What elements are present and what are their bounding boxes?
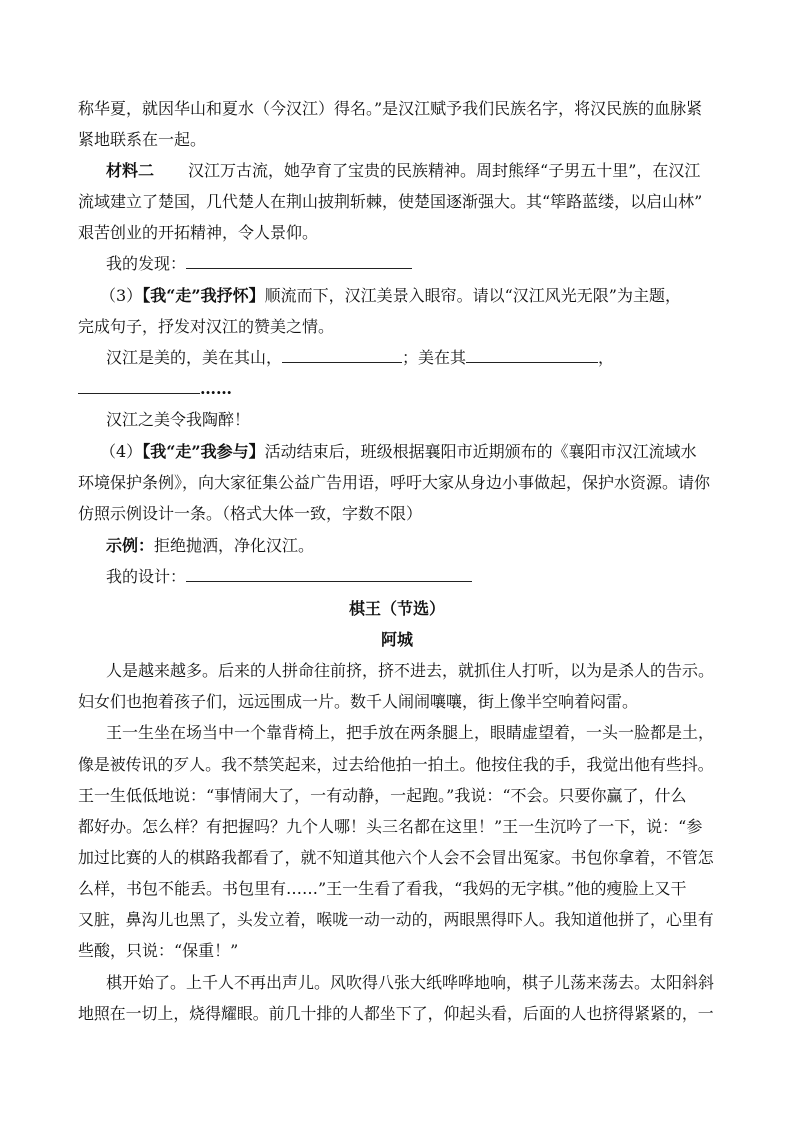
fill-blank-third[interactable] — [78, 379, 200, 394]
example-row — [106, 536, 314, 556]
story-author: 阿城 — [380, 630, 413, 649]
question-3-number: （3） — [100, 286, 143, 305]
material-two-label: 材料二 — [106, 161, 155, 180]
question-3-ending: 汉江之美令我陶醉！ — [106, 410, 251, 429]
question-4-title: 【我“走”我参与】 — [142, 442, 265, 461]
design-answer-blank[interactable] — [186, 567, 472, 582]
fill-text: ；美在其 — [402, 348, 467, 367]
question-4-number: （4） — [100, 442, 143, 461]
material-two-line: 流域建立了楚国，几代楚人在荆山披荆斩棘，使楚国逐渐强大。其“筚路蓝缕，以启山林” — [78, 192, 703, 211]
question-3-text: 顺流而下，汉江美景入眼帘。请以“汉江风光无限”为主题， — [264, 286, 681, 305]
discovery-label: 我的发现： — [106, 254, 187, 273]
story-line: 棋开始了。上千人不再出声儿。风吹得八张大纸哗哗地响，棋子儿荡来荡去。太阳斜斜 — [106, 973, 715, 992]
intro-line: 称华夏，就因华山和夏水（今汉江）得名。”是汉江赋予我们民族名字，将汉民族的血脉紧 — [78, 99, 703, 118]
discovery-row — [106, 254, 412, 274]
example-label: 示例： — [106, 536, 155, 555]
question-3-fill-row — [78, 379, 232, 399]
story-line: 像是被传讯的歹人。我不禁笑起来，过去给他拍一拍土。他按住我的手，我觉出他有些抖。 — [78, 755, 714, 774]
material-two-text: 汉江万古流，她孕育了宝贵的民族精神。周封熊绎“子男五十里”，在汉江 — [188, 161, 701, 180]
story-line: 都好办。怎么样？有把握吗？九个人哪！头三名都在这里！”王一生沉吟了一下，说：“参 — [78, 817, 703, 836]
question-4-line: 环境保护条例》，向大家征集公益广告用语，呼吁大家从身边小事做起，保护水资源。请你 — [78, 473, 711, 492]
fill-blank-second[interactable] — [466, 348, 598, 363]
ellipsis: …… — [200, 379, 232, 398]
story-line: 地照在一切上，烧得耀眼。前几十排的人都坐下了，仰起头看，后面的人也挤得紧紧的，一 — [78, 1004, 714, 1023]
fill-text: 汉江是美的，美在其山， — [106, 348, 283, 367]
question-3-line — [100, 286, 681, 306]
story-line: 么样，书包不能丢。书包里有……”王一生看了看我，“我妈的无字棋。”他的瘦脸上又干 — [78, 879, 687, 898]
material-two-paragraph — [106, 161, 700, 181]
discovery-answer-blank[interactable] — [186, 254, 412, 269]
story-title: 棋王（节选） — [348, 599, 445, 618]
story-line: 妇女们也抱着孩子们，远远围成一片。数千人闹闹嚷嚷，街上像半空响着闷雷。 — [78, 692, 639, 711]
design-label: 我的设计： — [106, 567, 187, 586]
story-line: 人是越来越多。后来的人拼命往前挤，挤不进去，就抓住人打听，以为是杀人的告示。 — [106, 661, 715, 680]
question-4-line — [100, 442, 697, 462]
question-3-line: 完成句子，抒发对汉江的赞美之情。 — [78, 317, 335, 336]
story-line: 王一生坐在场当中一个靠背椅上，把手放在两条腿上，眼睛虚望着，一头一脸都是土， — [106, 723, 715, 742]
fill-text: ， — [598, 348, 615, 367]
story-line: 王一生低低地说：“事情闹大了，一有动静，一起跑。”我说：“不会。只要你赢了，什么 — [78, 786, 687, 805]
question-3-title: 【我“走”我抒怀】 — [142, 286, 265, 305]
question-4-text: 活动结束后，班级根据襄阳市近期颁布的《襄阳市汉江流域水 — [264, 442, 697, 461]
question-4-line: 仿照示例设计一条。（格式大体一致，字数不限） — [78, 504, 423, 523]
material-two-line: 艰苦创业的开拓精神，令人景仰。 — [78, 223, 319, 242]
design-row — [106, 567, 472, 587]
intro-line: 紧地联系在一起。 — [78, 130, 207, 149]
story-line: 又脏，鼻沟儿也黑了，头发立着，喉咙一动一动的，两眼黑得吓人。我知道他拼了，心里有 — [78, 910, 714, 929]
story-line: 些酸，只说：“保重！” — [78, 941, 239, 960]
story-line: 加过比赛的人的棋路我都看了，就不知道其他六个人会不会冒出冤家。书包你拿着，不管怎 — [78, 848, 714, 867]
example-text: 拒绝抛洒，净化汉江。 — [154, 536, 315, 555]
question-3-fill-row — [106, 348, 614, 368]
fill-blank-mountain[interactable] — [282, 348, 402, 363]
